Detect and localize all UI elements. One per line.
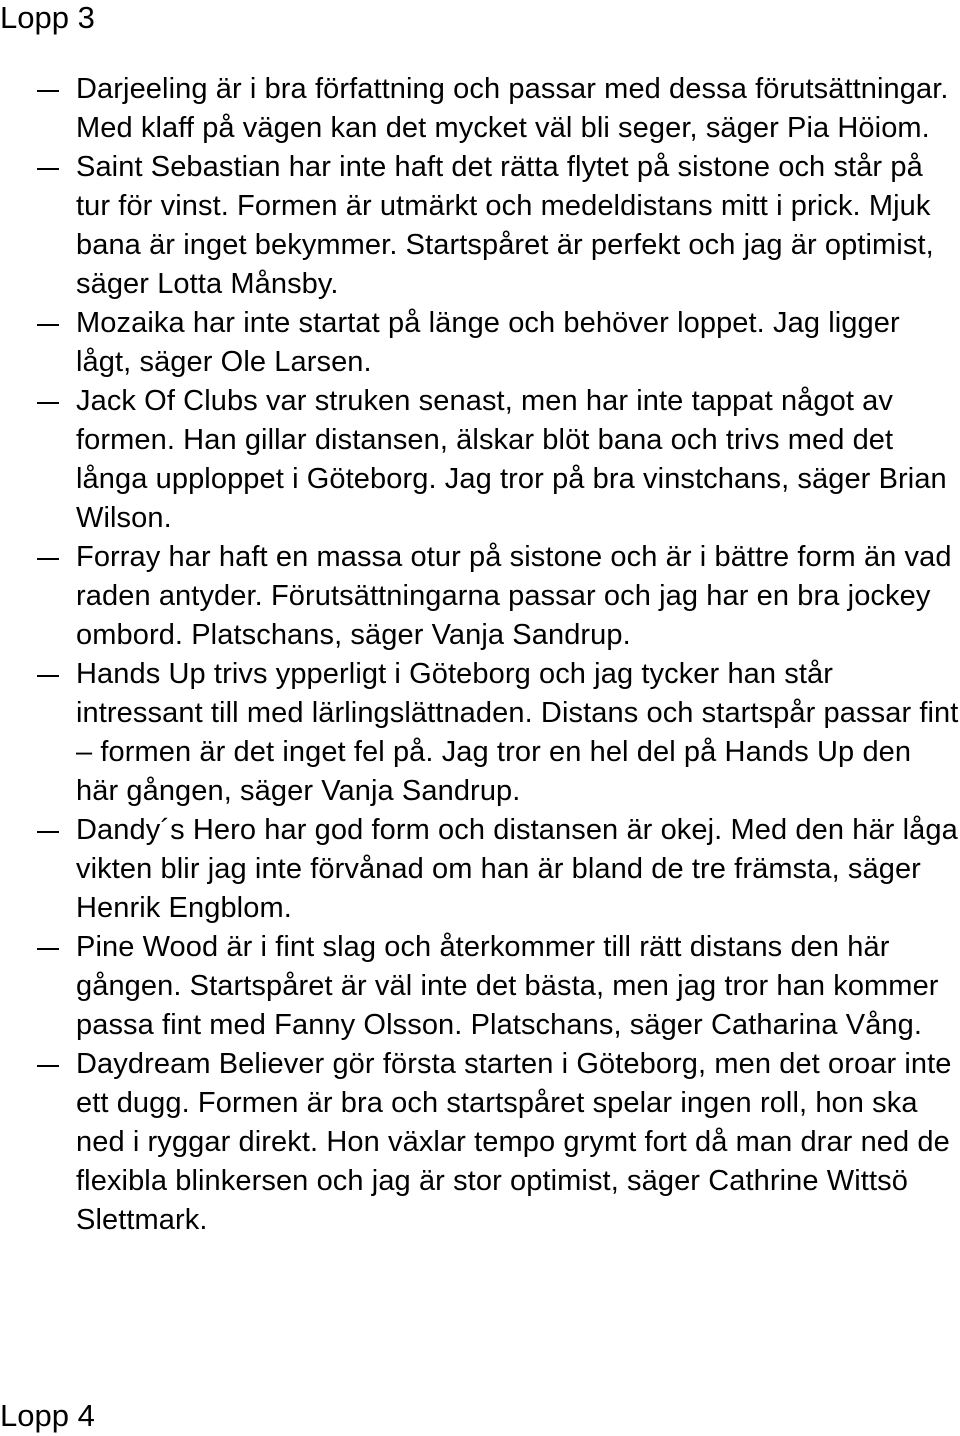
list-item <box>0 928 960 1045</box>
dash-bullet <box>37 402 59 404</box>
list-item <box>0 811 960 928</box>
list-item <box>0 655 960 811</box>
dash-bullet <box>37 948 59 950</box>
section-heading-lopp-3: Lopp 3 <box>0 0 95 35</box>
list-item-text: Saint Sebastian har inte haft det rätta flytet på sistone och står på tur för vinst. Formen är utmärkt och medeldistans mitt i prick. Mjuk bana är inget bekymmer. Startspåret är perfekt och jag är optimist, säger Lotta Månsby. <box>76 151 934 300</box>
dash-bullet <box>37 1065 59 1067</box>
list-item <box>0 148 960 304</box>
dash-bullet <box>37 168 59 170</box>
list-item-text: Daydream Believer gör första starten i Göteborg, men det oroar inte ett dugg. Formen är bra och startspåret spelar ingen roll, hon ska ned i ryggar direkt. Hon växlar tempo grymt fort då man drar ned de flexibla blinkersen och jag är stor optimist, säger Cathrine Wittsö Slettmark. <box>76 1048 952 1236</box>
dash-bullet <box>37 831 59 833</box>
commentary-list <box>0 70 960 1240</box>
dash-bullet <box>37 324 59 326</box>
section-heading-lopp-4: Lopp 4 <box>0 1398 95 1433</box>
list-item-text: Pine Wood är i fint slag och återkommer till rätt distans den här gången. Startspåret är väl inte det bästa, men jag tror han kommer passa fint med Fanny Olsson. Platschans, säger Catharina Vång. <box>76 931 939 1041</box>
list-item-text: Hands Up trivs ypperligt i Göteborg och jag tycker han står intressant till med lärlingslättnaden. Distans och startspår passar fint – formen är det inget fel på. Jag tror en hel del på Hands Up den här gången, säger Vanja Sandrup. <box>76 658 959 807</box>
list-item <box>0 70 960 148</box>
list-item-text: Darjeeling är i bra författning och passar med dessa förutsättningar. Med klaff på vägen kan det mycket väl bli seger, säger Pia Höiom. <box>76 73 949 144</box>
list-item-text: Dandy´s Hero har god form och distansen är okej. Med den här låga vikten blir jag inte förvånad om han är bland de tre främsta, säger Henrik Engblom. <box>76 814 958 924</box>
dash-bullet <box>37 90 59 92</box>
dash-bullet <box>37 558 59 560</box>
list-item-text: Forray har haft en massa otur på sistone och är i bättre form än vad raden antyder. Förutsättningarna passar och jag har en bra jockey ombord. Platschans, säger Vanja Sandrup. <box>76 541 952 651</box>
list-item <box>0 538 960 655</box>
list-item <box>0 1045 960 1240</box>
dash-bullet <box>37 675 59 677</box>
list-item <box>0 382 960 538</box>
list-item-text: Jack Of Clubs var struken senast, men har inte tappat något av formen. Han gillar distansen, älskar blöt bana och trivs med det långa upploppet i Göteborg. Jag tror på bra vinstchans, säger Brian Wilson. <box>76 385 947 534</box>
list-item-text: Mozaika har inte startat på länge och behöver loppet. Jag ligger lågt, säger Ole Larsen. <box>76 307 900 378</box>
list-item <box>0 304 960 382</box>
